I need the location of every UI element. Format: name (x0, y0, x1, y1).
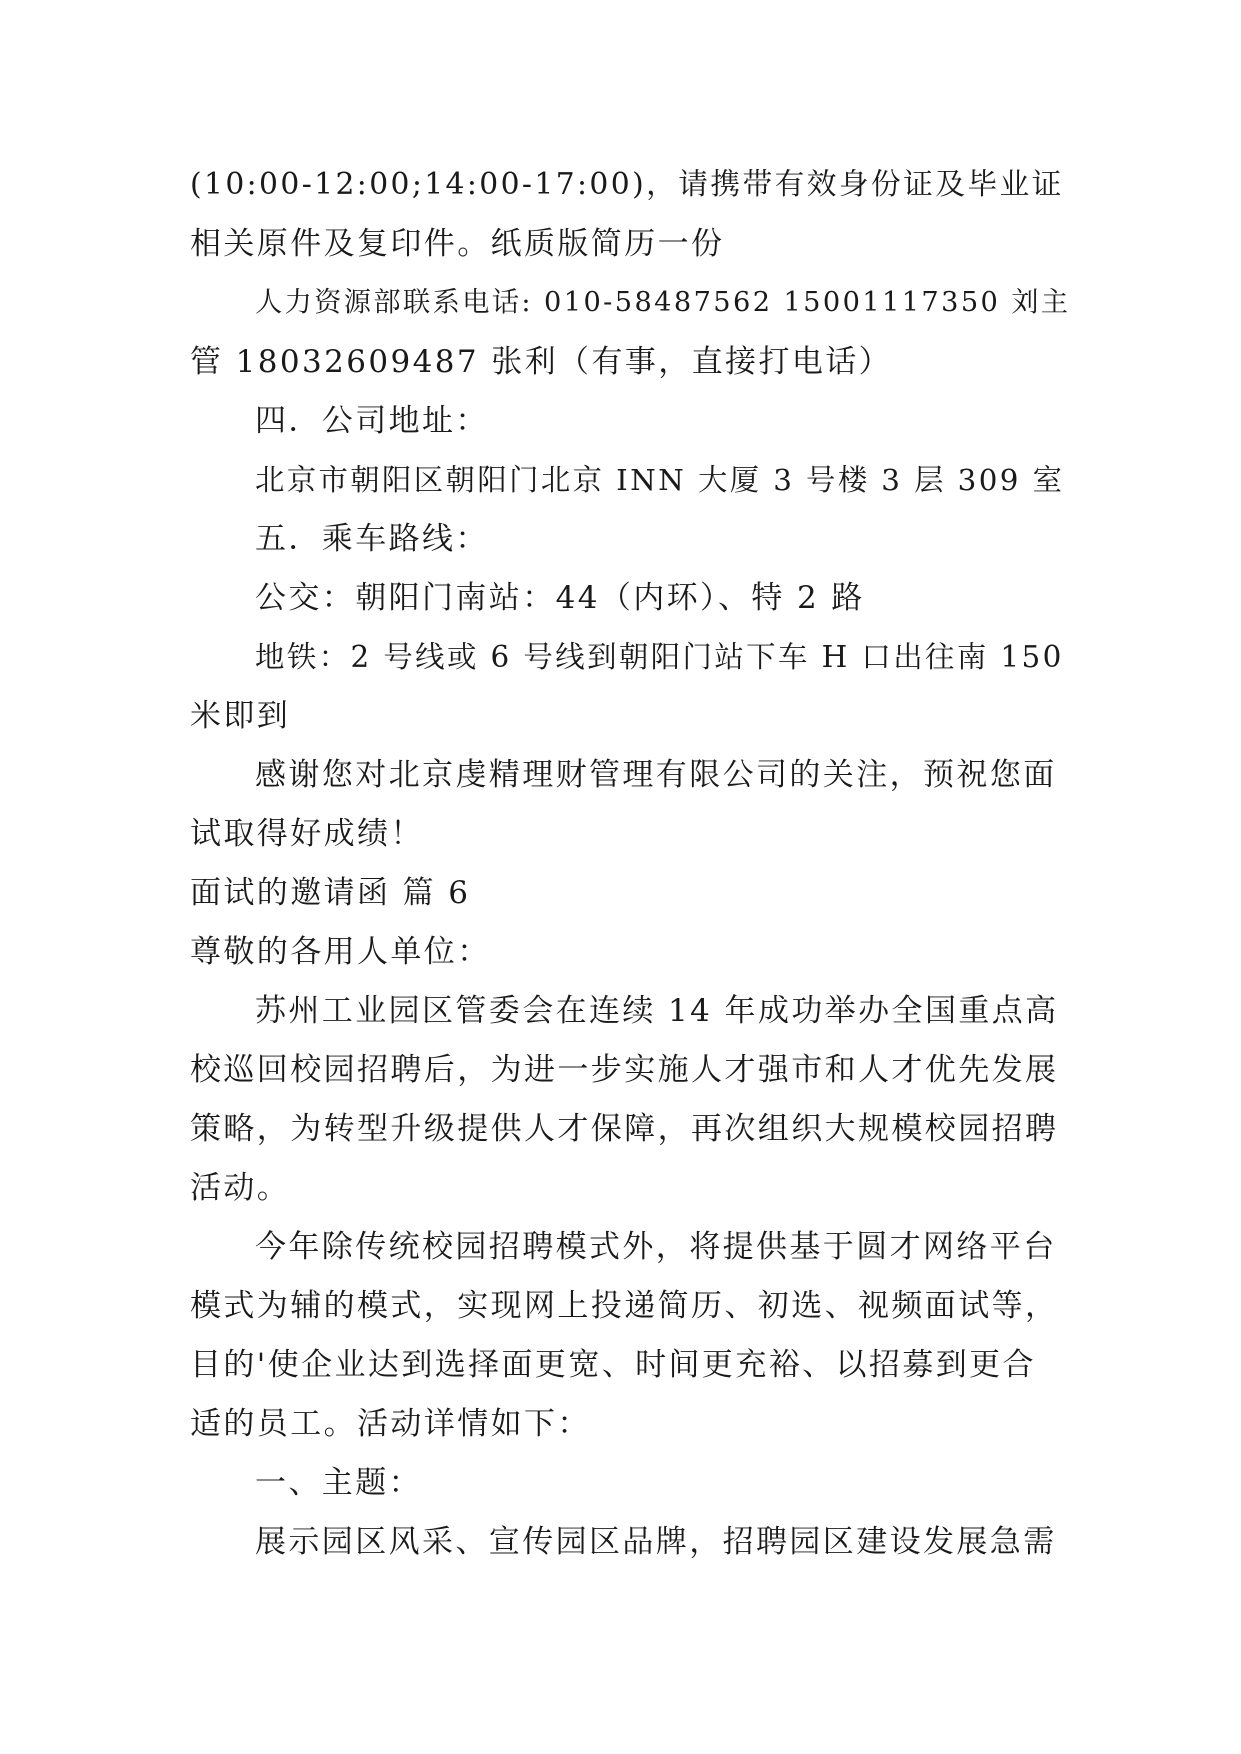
text-line: 校巡回校园招聘后，为进一步实施人才强市和人才优先发展 (190, 1052, 1059, 1088)
text-line: 模式为辅的模式，实现网上投递简历、初选、视频面试等， (190, 1288, 1059, 1324)
text-line: 试取得好成绩！ (190, 816, 424, 852)
text-line: 活动。 (190, 1170, 291, 1206)
text-line: 苏州工业园区管委会在连续 14 年成功举办全国重点高 (255, 993, 1059, 1029)
text-line: 公交：朝阳门南站：44（内环）、特 2 路 (255, 580, 865, 616)
text-line: 管 18032609487 张利（有事，直接打电话） (190, 344, 893, 380)
text-line: 目的'使企业达到选择面更宽、时间更充裕、以招募到更合 (190, 1347, 1036, 1383)
section-heading: 四．公司地址： (255, 403, 489, 439)
text-line: 展示园区风采、宣传园区品牌，招聘园区建设发展急需 (255, 1524, 1057, 1560)
salutation: 尊敬的各用人单位： (190, 934, 491, 970)
text-line: 适的员工。活动详情如下： (190, 1406, 591, 1442)
text-line: 相关原件及复印件。纸质版简历一份 (190, 226, 725, 262)
section-heading: 五．乘车路线： (255, 521, 489, 557)
article-title: 面试的邀请函 篇 6 (190, 875, 471, 911)
section-heading: 一、主题： (255, 1465, 422, 1501)
text-line: 今年除传统校园招聘模式外，将提供基于圆才网络平台 (255, 1229, 1057, 1265)
text-line: 人力资源部联系电话: 010-58487562 15001117350 刘主 (255, 287, 1071, 318)
text-line: 策略，为转型升级提供人才保障，再次组织大规模校园招聘 (190, 1111, 1059, 1147)
text-line: 米即到 (190, 698, 291, 734)
text-line: 北京市朝阳区朝阳门北京 INN 大厦 3 号楼 3 层 309 室 (255, 463, 1065, 497)
text-line: 感谢您对北京虔精理财管理有限公司的关注，预祝您面 (255, 757, 1057, 793)
text-line: 地铁：2 号线或 6 号线到朝阳门站下车 H 口出往南 150 (255, 640, 1064, 674)
text-line: (10:00-12:00;14:00-17:00)，请携带有效身份证及毕业证 (190, 167, 1064, 202)
